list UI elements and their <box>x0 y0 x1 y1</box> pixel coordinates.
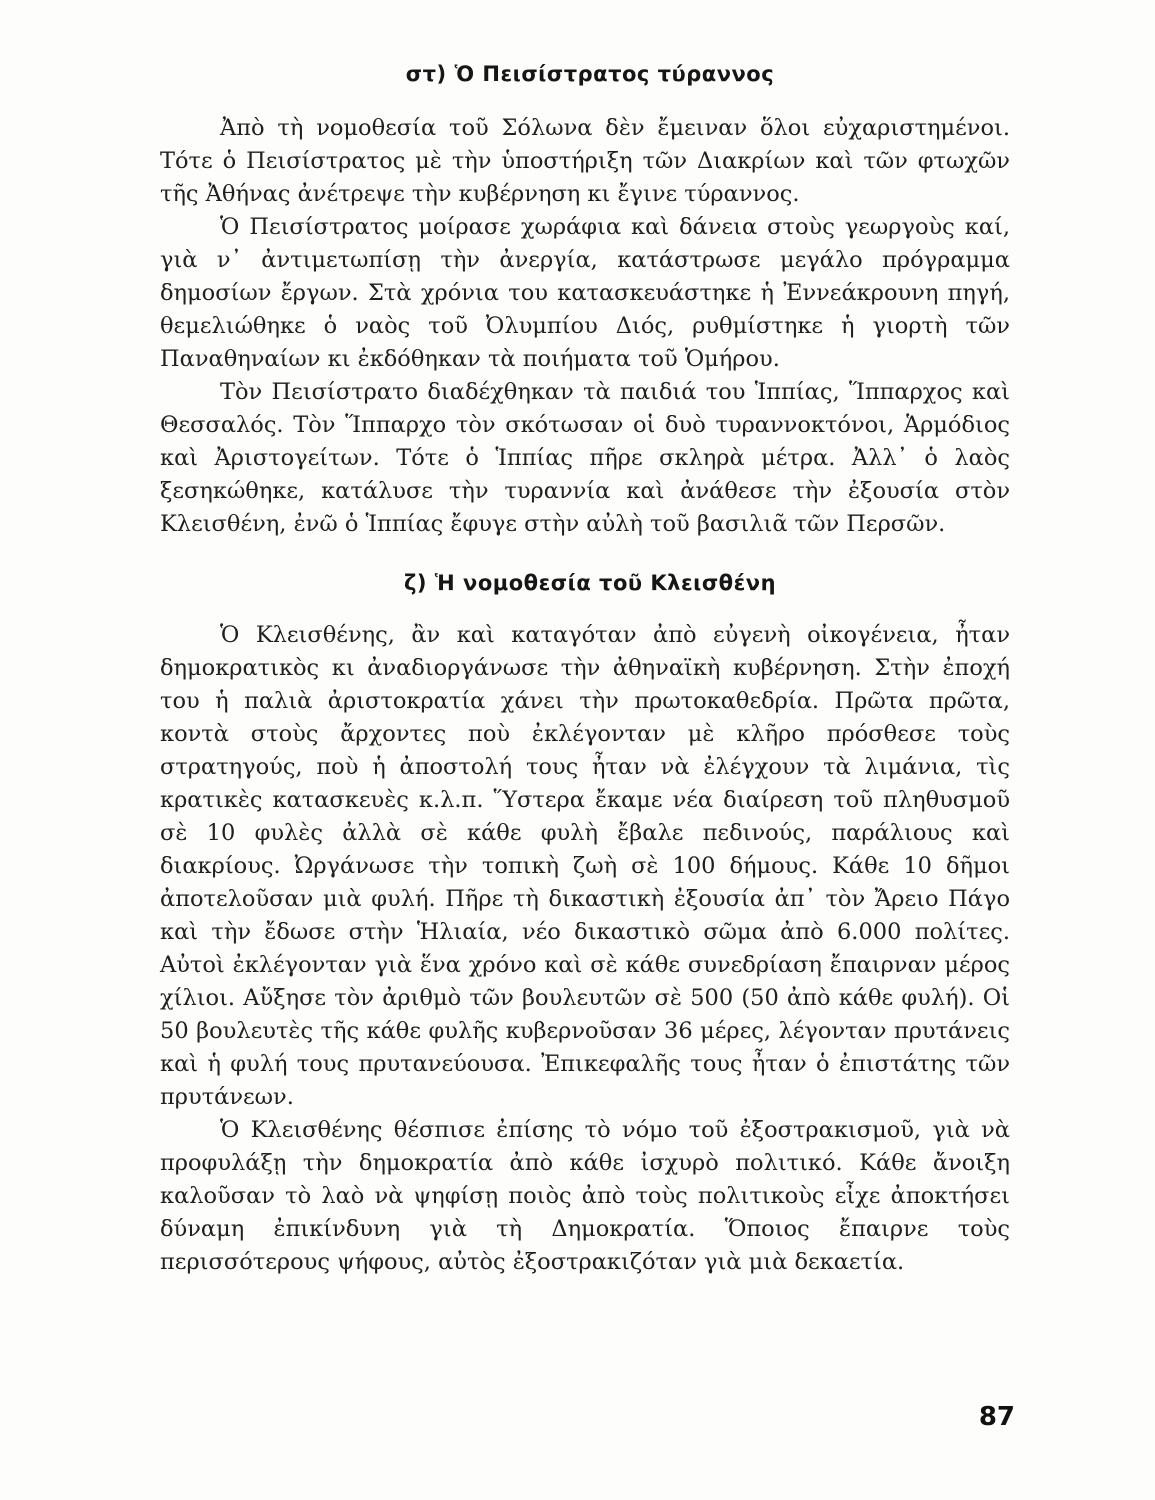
page-content <box>160 62 1010 1279</box>
paragraph: Ἀπὸ τὴ νομοθεσία τοῦ Σόλωνα δὲν ἔμειναν ὅλοι εὐχαριστημένοι. Τότε ὁ Πεισίστρατος μὲ τὴν ὑποστήριξη τῶν Διακρίων καὶ τῶν φτωχῶν τῆς Ἀθήνας ἀνέτρεψε τὴν κυβέρνηση κι ἔγινε τύραννος. <box>160 115 1010 207</box>
paragraph: Ὁ Πεισίστρατος μοίρασε χωράφια καὶ δάνεια στοὺς γεωργοὺς καί, γιὰ ν᾽ ἀντιμετωπίσῃ τὴν ἀνεργία, κατάστρωσε μεγάλο πρόγραμμα δημοσίων ἔργων. Στὰ χρόνια του κατασκευάστηκε ἡ Ἐννεάκρουνη πηγή, θεμελιώθηκε ὁ ναὸς τοῦ Ὀλυμπίου Διός, ρυθμίστηκε ἡ γιορτὴ τῶν Παναθηναίων κι ἐκδόθηκαν τὰ ποιήματα τοῦ Ὁμήρου. <box>160 214 1010 372</box>
paragraph: Τὸν Πεισίστρατο διαδέχθηκαν τὰ παιδιά του Ἱππίας, Ἵππαρχος καὶ Θεσσαλός. Τὸν Ἵππαρχο τὸν σκότωσαν οἱ δυὸ τυραννοκτόνοι, Ἁρμόδιος καὶ Ἀριστογείτων. Τότε ὁ Ἱππίας πῆρε σκληρὰ μέτρα. Ἀλλ᾽ ὁ λαὸς ξεσηκώθηκε, κατάλυσε τὴν τυραννία καὶ ἀνάθεσε τὴν ἐξουσία στὸν Κλεισθένη, ἐνῶ ὁ Ἱππίας ἔφυγε στὴν αὐλὴ τοῦ βασιλιᾶ τῶν Περσῶν. <box>160 379 1010 537</box>
paragraph: Ὁ Κλεισθένης, ἂν καὶ καταγόταν ἀπὸ εὐγενὴ οἰκογένεια, ἦταν δημοκρατικὸς κι ἀναδιοργάνωσε τὴν ἀθηναϊκὴ κυβέρνηση. Στὴν ἐποχή του ἡ παλιὰ ἀριστοκρατία χάνει τὴν πρωτοκαθεδρία. Πρῶτα πρῶτα, κοντὰ στοὺς ἄρχοντες ποὺ ἐκλέγονταν μὲ κλῆρο πρόσθεσε τοὺς στρατηγούς, ποὺ ἡ ἀποστολή τους ἦταν νὰ ἐλέγχουν τὰ λιμάνια, τὶς κρατικὲς κατασκευὲς κ.λ.π. Ὕστερα ἔκαμε νέα διαίρεση τοῦ πληθυσμοῦ σὲ 10 φυλὲς ἀλλὰ σὲ κάθε φυλὴ ἔβαλε πεδινούς, παράλιους καὶ διακρίους. Ὠργάνωσε τὴν τοπικὴ ζωὴ σὲ 100 δήμους. Κάθε 10 δῆμοι ἀποτελοῦσαν μιὰ φυλή. Πῆρε τὴ δικαστικὴ ἐξουσία ἀπ᾽ τὸν Ἄρειο Πάγο καὶ τὴν ἔδωσε στὴν Ἡλιαία, νέο δικαστικὸ σῶμα ἀπὸ 6.000 πολίτες. Αὐτοὶ ἐκλέγονταν γιὰ ἕνα χρόνο καὶ σὲ κάθε συνεδρίαση ἔπαιρναν μέρος χίλιοι. Αὔξησε τὸν ἀριθμὸ τῶν βουλευτῶν σὲ 500 (50 ἀπὸ κάθε φυλή). Οἱ 50 βουλευτὲς τῆς κάθε φυλῆς κυβερνοῦσαν 36 μέρες, λέγονταν πρυτάνεις καὶ ἡ φυλή τους πρυτανεύουσα. Ἐπικεφαλῆς τους ἦταν ὁ ἐπιστάτης τῶν πρυτάνεων. <box>160 622 1010 1110</box>
paragraph: Ὁ Κλεισθένης θέσπισε ἐπίσης τὸ νόμο τοῦ ἐξοστρακισμοῦ, γιὰ νὰ προφυλάξῃ τὴν δημοκρατία ἀπὸ κάθε ἰσχυρὸ πολιτικό. Κάθε ἄνοιξη καλοῦσαν τὸ λαὸ νὰ ψηφίσῃ ποιὸς ἀπὸ τοὺς πολιτικοὺς εἶχε ἀποκτήσει δύναμη ἐπικίνδυνη γιὰ τὴ Δημοκρατία. Ὅποιος ἔπαιρνε τοὺς περισσότερους ψήφους, αὐτὸς ἐξοστρακιζόταν γιὰ μιὰ δεκαετία. <box>160 1117 1010 1275</box>
section-heading-kleisthenes: ζ) Ἡ νομοθεσία τοῦ Κλεισθένη <box>403 571 777 595</box>
page-number: 87 <box>978 1402 1015 1432</box>
section-heading-peisistratos: στ) Ὁ Πεισίστρατος τύραννος <box>405 62 775 86</box>
